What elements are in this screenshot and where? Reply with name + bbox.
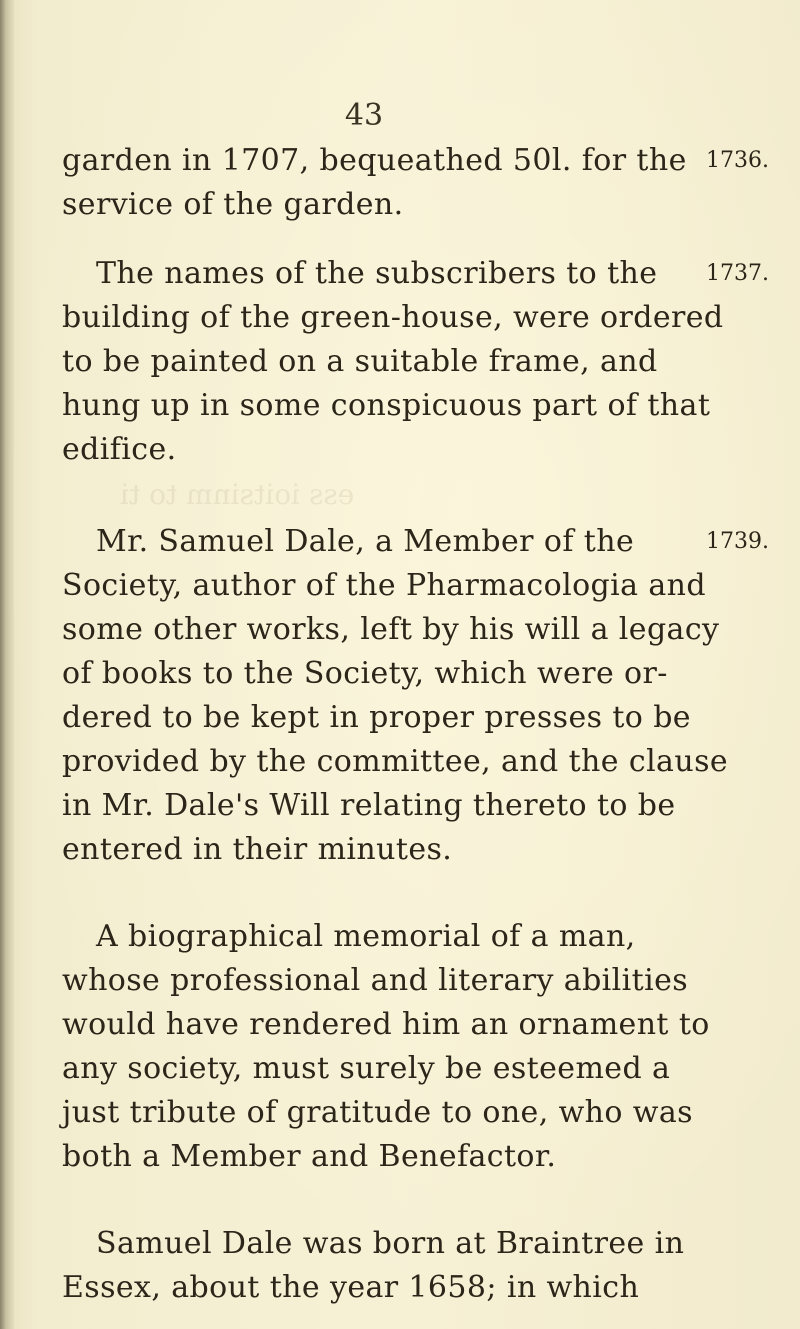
paragraph-4-line-2: whose professional and literary abilities: [62, 963, 689, 998]
paragraph-2-line-4: hung up in some conspicuous part of that: [62, 388, 711, 423]
paragraph-4-line-4: any society, must surely be esteemed a: [62, 1051, 671, 1086]
page-number: 43: [344, 98, 384, 133]
paragraph-2-line-5: edifice.: [62, 432, 177, 467]
book-spine-edge: [0, 0, 14, 1329]
paragraph-2-line-1: The names of the subscribers to the: [96, 256, 658, 291]
paragraph-3-line-8: entered in their minutes.: [62, 832, 453, 867]
paragraph-4-line-3: would have rendered him an ornament to: [62, 1007, 710, 1042]
paragraph-3-line-2: Society, author of the Pharmacologia and: [62, 568, 706, 603]
paragraph-3-line-5: dered to be kept in proper presses to be: [62, 700, 691, 735]
paragraph-1-line-1: garden in 1707, bequeathed 50l. for the: [62, 143, 687, 178]
paragraph-3-line-7: in Mr. Dale's Will relating thereto to be: [62, 788, 676, 823]
paragraph-4-line-6: both a Member and Benefactor.: [62, 1139, 557, 1174]
paragraph-3-line-3: some other works, left by his will a legacy: [62, 612, 720, 647]
paragraph-5-line-1: Samuel Dale was born at Braintree in: [96, 1226, 685, 1261]
paragraph-4-line-5: just tribute of gratitude to one, who was: [62, 1095, 693, 1130]
marginal-year-1737: 1737.: [706, 261, 769, 286]
paragraph-2-line-3: to be painted on a suitable frame, and: [62, 344, 658, 379]
paragraph-3-line-6: provided by the committee, and the clause: [62, 744, 729, 779]
paragraph-5-line-2: Essex, about the year 1658; in which: [62, 1270, 640, 1305]
show-through-text: ess ioitsinm to ti: [120, 478, 355, 511]
paragraph-2-line-2: building of the green-house, were ordered: [62, 300, 724, 335]
paragraph-3-line-4: of books to the Society, which were or-: [62, 656, 668, 691]
paragraph-4-line-1: A biographical memorial of a man,: [96, 919, 636, 954]
paragraph-3-line-1: Mr. Samuel Dale, a Member of the: [96, 524, 635, 559]
paragraph-1-line-2: service of the garden.: [62, 187, 404, 222]
marginal-year-1739: 1739.: [706, 529, 769, 554]
marginal-year-1736: 1736.: [706, 148, 769, 173]
